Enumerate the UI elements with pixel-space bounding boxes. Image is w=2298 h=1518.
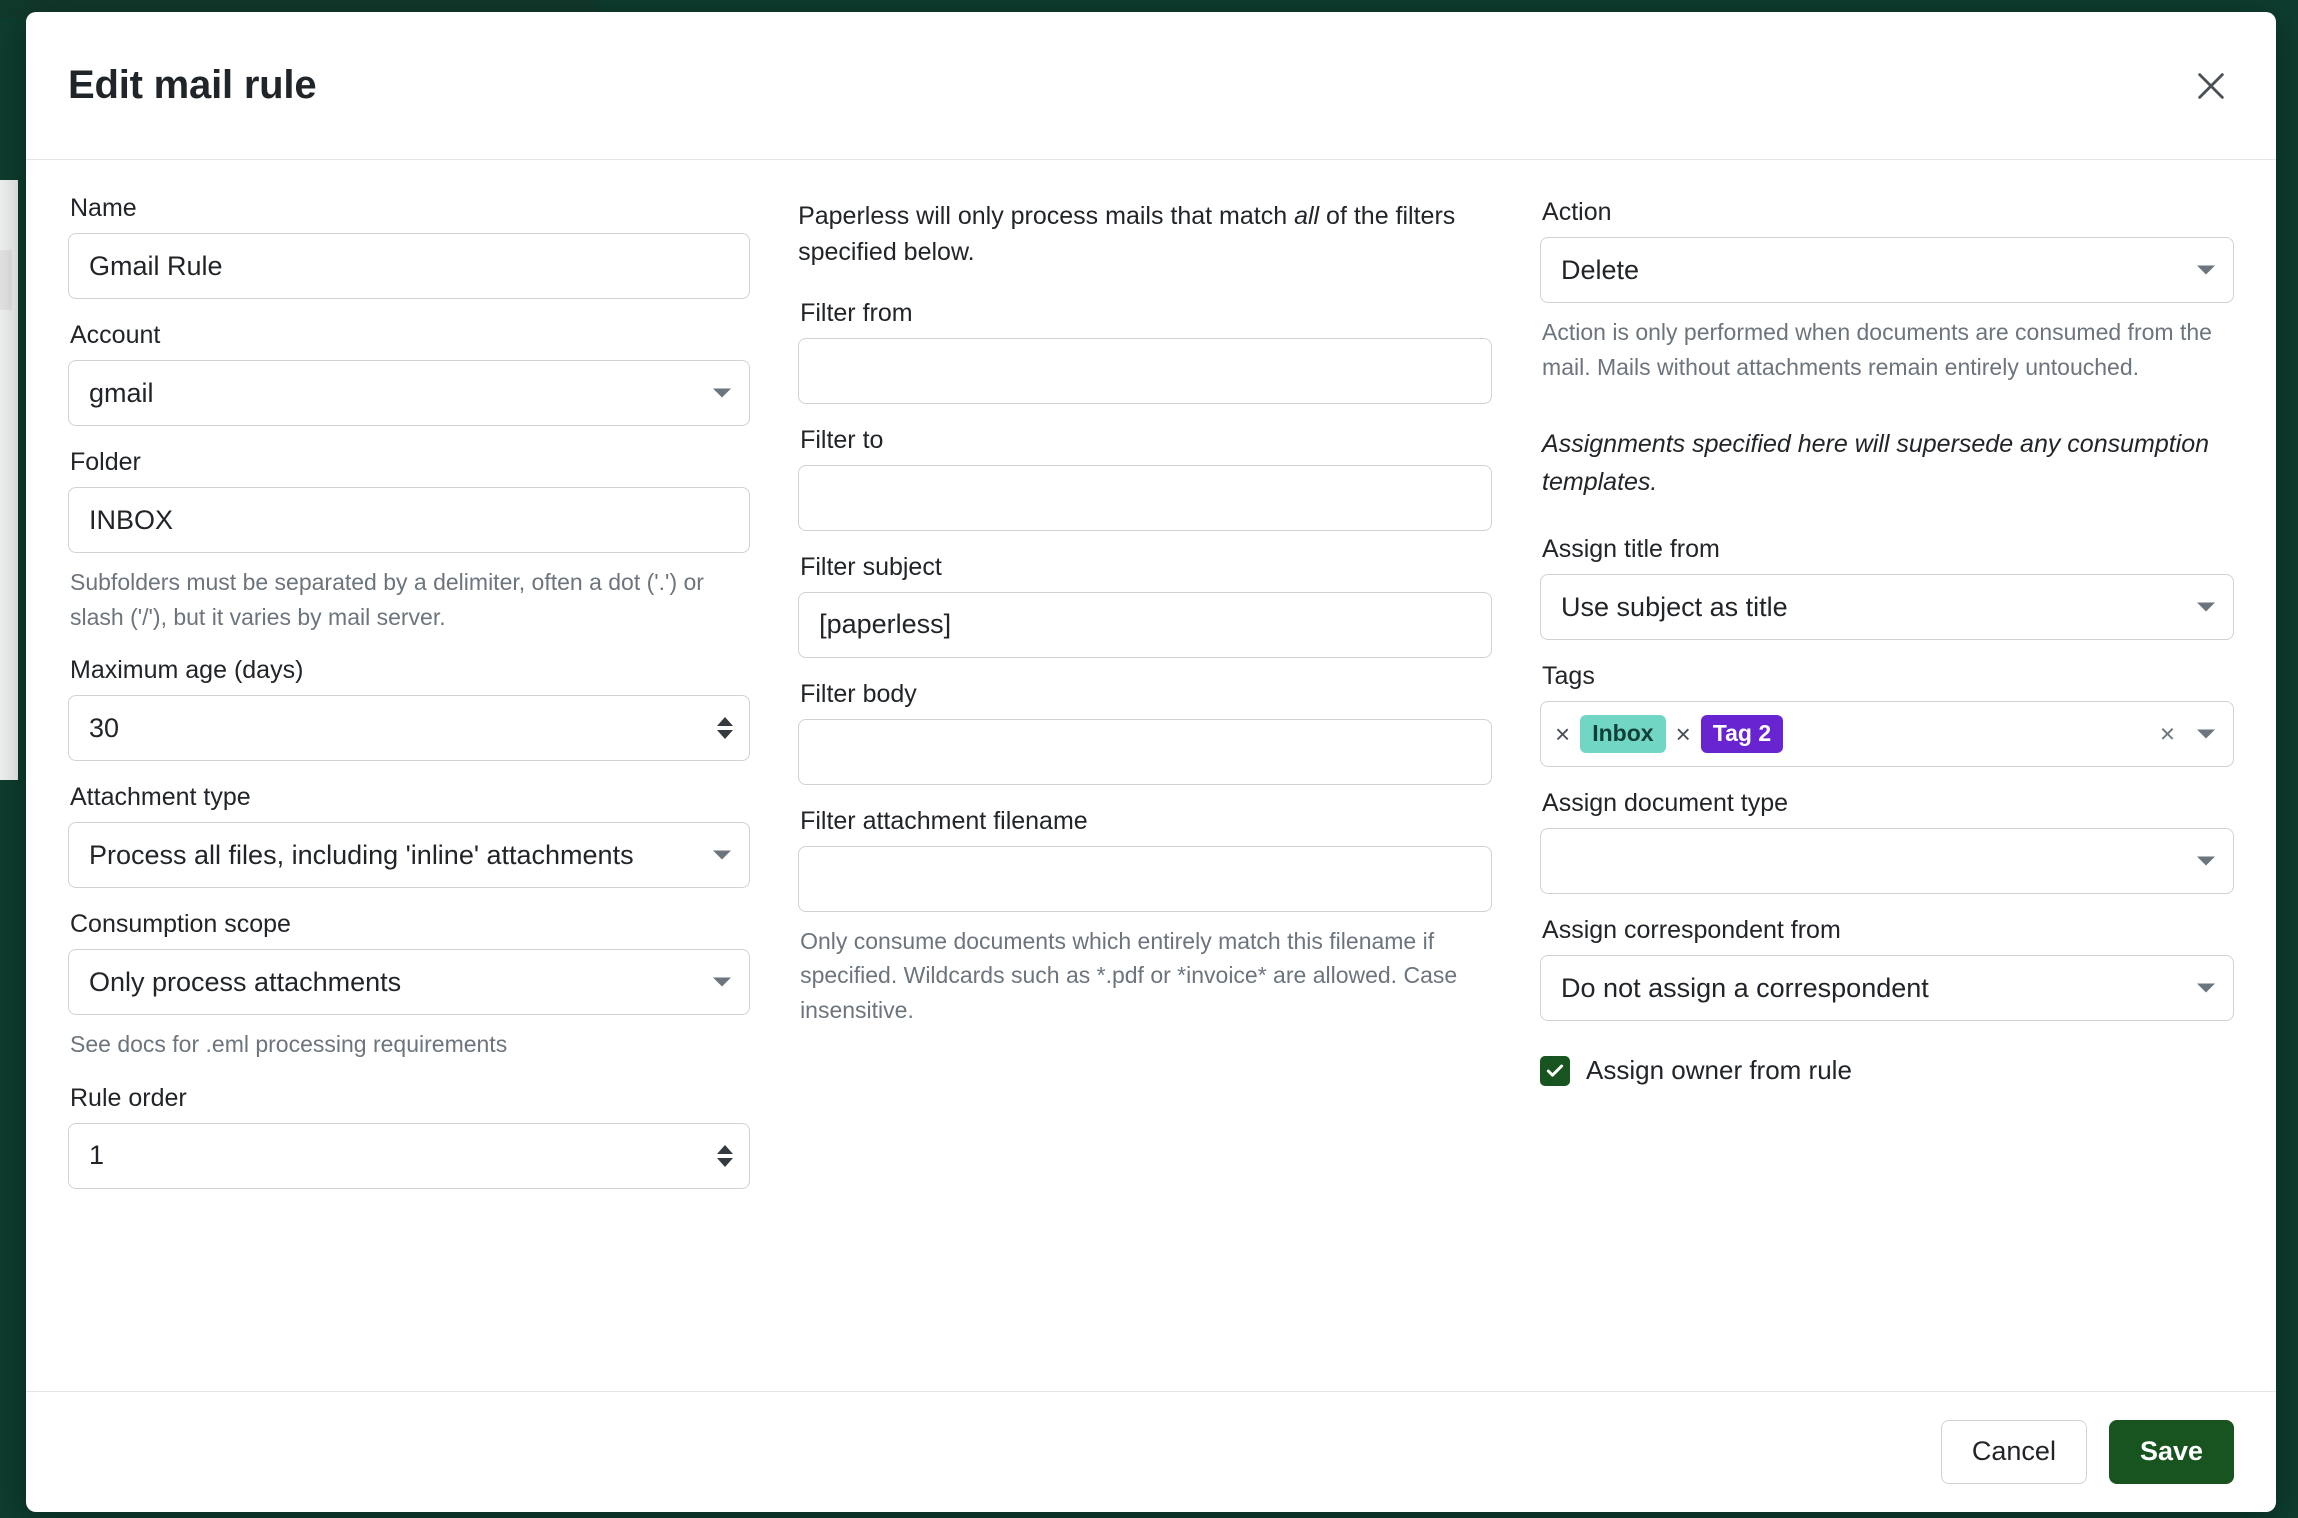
action-select[interactable]: [1540, 237, 2234, 303]
consumption-scope-label: Consumption scope: [70, 910, 291, 938]
filter-from-input[interactable]: [798, 338, 1492, 404]
folder-input[interactable]: [68, 487, 750, 553]
assign-document-type-select[interactable]: [1540, 828, 2234, 894]
filter-attachment-filename-label: Filter attachment filename: [800, 806, 1088, 835]
clear-tags-icon[interactable]: ×: [2159, 718, 2175, 749]
filter-body-input[interactable]: [798, 719, 1492, 785]
filter-attachment-filename-help-text: Only consume documents which entirely match this filename if specified. Wildcards such as *.pdf or *invoice* are allowed. Case insensitive.: [800, 927, 1458, 1023]
page-title: Edit mail rule: [68, 63, 317, 107]
dialog-header: [26, 12, 2276, 160]
assign-owner-checkbox[interactable]: [1540, 1056, 1570, 1086]
tags-label: Tags: [1542, 662, 1595, 690]
filter-to-label: Filter to: [800, 425, 884, 454]
close-icon[interactable]: [2188, 63, 2234, 109]
filter-from-label: Filter from: [800, 298, 913, 327]
tag-chip: [1674, 715, 1784, 752]
field-name: [68, 194, 750, 299]
assign-document-type-label: Assign document type: [1542, 789, 1789, 817]
field-rule-order: [68, 1084, 750, 1189]
assign-correspondent-from-select[interactable]: [1540, 955, 2234, 1021]
save-button[interactable]: Save: [2109, 1420, 2234, 1484]
field-filter-from: [798, 299, 1492, 404]
field-assign-title-from: [1540, 535, 2234, 640]
account-select[interactable]: [68, 360, 750, 426]
chevron-down-icon: [713, 851, 731, 860]
field-assign-correspondent-from: [1540, 916, 2234, 1021]
field-filter-body: [798, 680, 1492, 785]
field-folder: [68, 448, 750, 634]
chevron-down-icon: [2197, 603, 2215, 612]
tags-multiselect[interactable]: [1540, 701, 2234, 767]
field-attachment-type: [68, 783, 750, 888]
filter-subject-value: [paperless]: [819, 609, 952, 639]
dialog-footer: [26, 1391, 2276, 1512]
chevron-down-icon: [713, 389, 731, 398]
chevron-down-icon: [2197, 730, 2215, 739]
column-general: [68, 194, 750, 1211]
cancel-button[interactable]: Cancel: [1941, 1420, 2087, 1484]
filters-intro-text: [798, 198, 1492, 271]
field-account: [68, 321, 750, 426]
filter-subject-label: Filter subject: [800, 552, 942, 581]
assign-title-from-label: Assign title from: [1542, 535, 1720, 563]
account-select-value: gmail: [89, 377, 154, 408]
maximum-age-stepper[interactable]: [68, 695, 750, 761]
assign-title-from-select[interactable]: [1540, 574, 2234, 640]
edit-mail-rule-dialog: [26, 12, 2276, 1512]
rule-order-stepper[interactable]: [68, 1123, 750, 1189]
stepper-arrows-icon[interactable]: [717, 1145, 733, 1167]
folder-input-value: INBOX: [89, 504, 174, 535]
filters-intro-prefix: Paperless will only process mails that match: [798, 202, 1295, 230]
field-filter-subject: [798, 553, 1492, 658]
field-tags: [1540, 662, 2234, 767]
assign-owner-label: Assign owner from rule: [1586, 1055, 1852, 1085]
consumption-scope-select[interactable]: [68, 949, 750, 1015]
field-action: [1540, 198, 2234, 384]
folder-help-text: Subfolders must be separated by a delimiter, often a dot ('.') or slash ('/'), but it varies by mail server.: [70, 569, 704, 630]
tag-label: Inbox: [1580, 715, 1665, 752]
filters-intro-emphasis: all: [1294, 202, 1320, 230]
assign-correspondent-from-label: Assign correspondent from: [1542, 916, 1841, 944]
maximum-age-label: Maximum age (days): [70, 656, 304, 684]
field-assign-owner-from-rule[interactable]: [1540, 1055, 2234, 1086]
chevron-down-icon: [2197, 857, 2215, 866]
chevron-down-icon: [2197, 984, 2215, 993]
tag-chip: [1553, 715, 1666, 752]
name-input-value: Gmail Rule: [89, 250, 223, 281]
assignments-note: Assignments specified here will supersede any consumption templates.: [1542, 430, 2210, 496]
chevron-down-icon: [713, 978, 731, 987]
filter-to-input[interactable]: [798, 465, 1492, 531]
attachment-type-value: Process all files, including 'inline' attachments: [89, 839, 634, 870]
name-label: Name: [70, 194, 137, 222]
action-select-value: Delete: [1561, 254, 1640, 285]
filter-attachment-filename-input[interactable]: [798, 846, 1492, 912]
field-consumption-scope: [68, 910, 750, 1062]
stepper-arrows-icon[interactable]: [717, 717, 733, 739]
column-filters: [798, 194, 1492, 1049]
assign-correspondent-from-value: Do not assign a correspondent: [1561, 972, 1929, 1003]
rule-order-value: 1: [89, 1140, 105, 1170]
account-label: Account: [70, 321, 161, 349]
rule-order-label: Rule order: [70, 1083, 187, 1112]
column-actions: [1540, 194, 2234, 1086]
dialog-body: [26, 160, 2276, 1391]
remove-tag-icon[interactable]: ×: [1675, 718, 1691, 749]
backdrop-left-panel-accent: [0, 250, 12, 310]
field-filter-to: [798, 426, 1492, 531]
action-help-text: Action is only performed when documents are consumed from the mail. Mails without attachments remain entirely untouched.: [1542, 319, 2212, 380]
consumption-scope-help-text: See docs for .eml processing requirements: [70, 1031, 508, 1057]
filters-intro-suffix: of the filters specified below.: [798, 202, 1456, 267]
folder-label: Folder: [70, 448, 141, 476]
filter-subject-input[interactable]: [798, 592, 1492, 658]
remove-tag-icon[interactable]: ×: [1555, 718, 1571, 749]
action-label: Action: [1542, 198, 1612, 226]
field-filter-attachment-filename: [798, 807, 1492, 1028]
attachment-type-select[interactable]: [68, 822, 750, 888]
maximum-age-value: 30: [89, 712, 120, 743]
field-maximum-age: [68, 656, 750, 761]
chevron-down-icon: [2197, 266, 2215, 275]
tag-label: Tag 2: [1701, 715, 1783, 752]
consumption-scope-value: Only process attachments: [89, 966, 402, 997]
attachment-type-label: Attachment type: [70, 783, 251, 811]
field-assign-document-type: [1540, 789, 2234, 894]
name-input[interactable]: [68, 233, 750, 299]
assign-title-from-value: Use subject as title: [1561, 591, 1788, 622]
filter-body-label: Filter body: [800, 679, 917, 708]
